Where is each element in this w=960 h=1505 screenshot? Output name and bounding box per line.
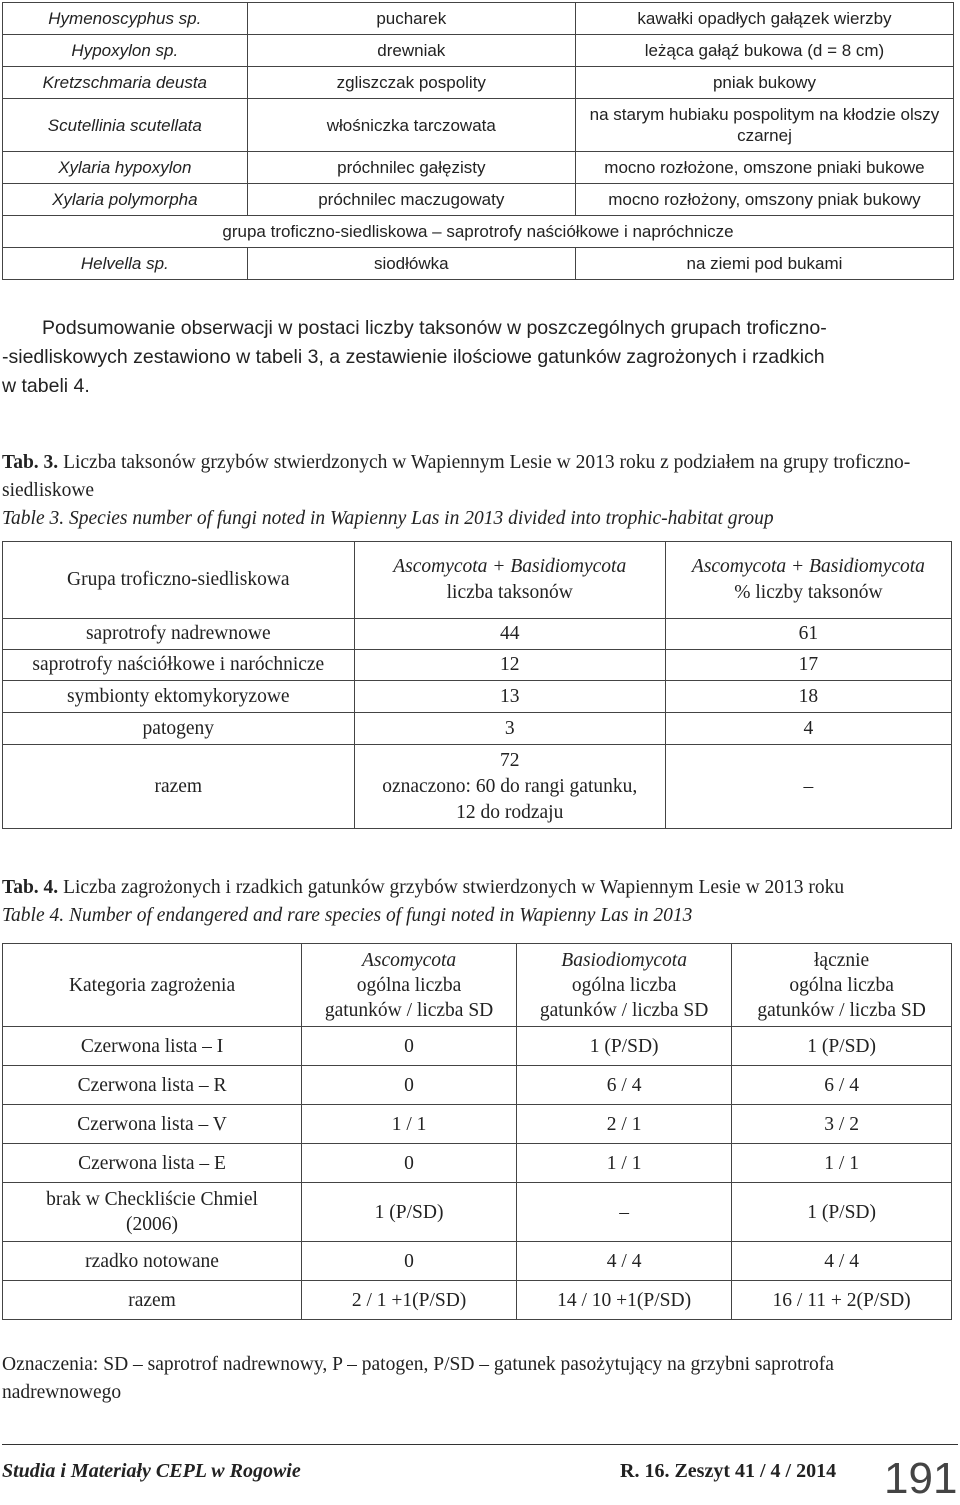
- table-row: [3, 1183, 952, 1242]
- table-row: [3, 650, 952, 681]
- basidio-cell: 1 / 1: [517, 1144, 732, 1183]
- species-table: [2, 2, 954, 280]
- asco-cell: 0: [302, 1066, 517, 1105]
- basidio-cell: 4 / 4: [517, 1242, 732, 1281]
- group-cell: patogeny: [3, 713, 355, 745]
- column-header: [732, 944, 952, 1027]
- total-cell: 4 / 4: [732, 1242, 952, 1281]
- substrate: mocno rozłożony, omszony pniak bukowy: [575, 184, 953, 216]
- issue-info: R. 16. Zeszyt 41 / 4 / 2014: [620, 1460, 837, 1482]
- column-header-taxa: Ascomycota + Basidiomycota: [691, 556, 925, 577]
- notes-line: Oznaczenia: SD – saprotrof nadrewnowy, P – patogen, P/SD – gatunek pasożytujący na grzybni saprotrofa: [2, 1354, 834, 1375]
- substrate: pniak bukowy: [575, 67, 953, 99]
- category-cell: Czerwona lista – E: [3, 1144, 302, 1183]
- total-cell: 1 (P/SD): [732, 1183, 952, 1242]
- column-header-sub: gatunków / liczba SD: [324, 999, 494, 1021]
- latin-name: Hypoxylon sp.: [3, 35, 248, 67]
- table-row: [3, 248, 954, 280]
- category-line: (2006): [126, 1214, 179, 1235]
- substrate: mocno rozłożone, omszone pniaki bukowe: [575, 152, 953, 184]
- column-header-title: łącznie: [814, 949, 870, 971]
- table-row: [3, 184, 954, 216]
- asco-cell: 0: [302, 1242, 517, 1281]
- total-cell: 1 / 1: [732, 1144, 952, 1183]
- table-row: [3, 1242, 952, 1281]
- tab4-caption: [2, 874, 957, 930]
- asco-cell: 0: [302, 1144, 517, 1183]
- table-row: [3, 619, 952, 650]
- column-header-sub: gatunków / liczba SD: [757, 999, 926, 1021]
- tab4-en-label: Table 4.: [2, 905, 65, 926]
- column-header: Kategoria zagrożenia: [3, 944, 302, 1027]
- latin-name: Helvella sp.: [3, 248, 248, 280]
- percent-cell: 17: [665, 650, 951, 681]
- total-note: 12 do rodzaju: [456, 801, 564, 823]
- table-row: [3, 67, 954, 99]
- total-cell: 3 / 2: [732, 1105, 952, 1144]
- basidio-cell: 1 (P/SD): [517, 1027, 732, 1066]
- total-cell: 16 / 11 + 2(P/SD): [732, 1281, 952, 1320]
- count-cell: [354, 745, 665, 829]
- table-row: [3, 1027, 952, 1066]
- substrate: na ziemi pod bukami: [575, 248, 953, 280]
- polish-name: próchnilec maczugowaty: [247, 184, 575, 216]
- basidio-cell: 6 / 4: [517, 1066, 732, 1105]
- column-header: [354, 542, 665, 619]
- summary-paragraph: [2, 314, 957, 401]
- table-row: [3, 1066, 952, 1105]
- group-cell: saprotrofy naściółkowe i naróchnicze: [3, 650, 355, 681]
- column-header-sub: ogólna liczba: [571, 974, 677, 996]
- table-row: [3, 713, 952, 745]
- table-3: [2, 541, 952, 829]
- tab3-caption-en-block: [2, 505, 957, 533]
- tab4-caption-en-block: [2, 902, 957, 930]
- basidio-cell: 14 / 10 +1(P/SD): [517, 1281, 732, 1320]
- paragraph-line: w tabeli 4.: [2, 375, 90, 397]
- tab3-caption-pl-block: [2, 452, 910, 501]
- column-header-sub: % liczby taksonów: [734, 582, 883, 603]
- substrate: kawałki opadłych gałązek wierzby: [575, 3, 953, 35]
- asco-cell: 1 / 1: [302, 1105, 517, 1144]
- column-header-sub: ogólna liczba: [356, 974, 462, 996]
- total-row: [3, 745, 952, 829]
- category-cell: Czerwona lista – I: [3, 1027, 302, 1066]
- group-cell: razem: [3, 745, 355, 829]
- sum-row: [3, 1281, 952, 1320]
- column-header-taxa: Basiodiomycota: [561, 949, 687, 971]
- total-note: oznaczono: 60 do rangi gatunku,: [382, 775, 638, 797]
- table-row: [3, 3, 954, 35]
- footer-divider: [2, 1444, 958, 1445]
- tab4-caption-pl: Liczba zagrożonych i rzadkich gatunków grzybów stwierdzonych w Wapiennym Lesie w 2013 roku: [63, 877, 845, 898]
- column-header: Grupa troficzno-siedliskowa: [3, 542, 355, 619]
- total-cell: 6 / 4: [732, 1066, 952, 1105]
- tab4-caption-en: Number of endangered and rare species of fungi noted in Wapienny Las in 2013: [69, 905, 693, 926]
- table-row: [3, 35, 954, 67]
- polish-name: włośniczka tarczowata: [247, 99, 575, 152]
- latin-name: Scutellinia scutellata: [3, 99, 248, 152]
- column-header-taxa: Ascomycota: [361, 949, 457, 971]
- tab4-caption-pl-block: [2, 874, 957, 902]
- asco-cell: 1 (P/SD): [302, 1183, 517, 1242]
- substrate: leżąca gałąź bukowa (d = 8 cm): [575, 35, 953, 67]
- category-cell: [3, 1183, 302, 1242]
- basidio-cell: –: [517, 1183, 732, 1242]
- tab3-caption-pl: Liczba taksonów grzybów stwierdzonych w Wapiennym Lesie w 2013 roku z podziałem na grupy troficzno-siedliskowe: [2, 452, 911, 501]
- tab4-label: Tab. 4.: [2, 877, 59, 898]
- latin-name: Xylaria polymorpha: [3, 184, 248, 216]
- notes-line: nadrewnowego: [2, 1382, 122, 1403]
- column-header: [517, 944, 732, 1027]
- legend-notes: [2, 1351, 957, 1407]
- count-cell: 44: [354, 619, 665, 650]
- tab3-caption-en: Species number of fungi noted in Wapienny Las in 2013 divided into trophic-habitat group: [69, 508, 774, 529]
- polish-name: próchnilec gałęzisty: [247, 152, 575, 184]
- column-header: [302, 944, 517, 1027]
- group-header: grupa troficzno-siedliskowa – saprotrofy naściółkowe i napróchnicze: [3, 216, 954, 248]
- journal-title: Studia i Materiały CEPL w Rogowie: [2, 1460, 301, 1482]
- count-cell: 3: [354, 713, 665, 745]
- table-header-row: [3, 542, 952, 619]
- category-cell: rzadko notowane: [3, 1242, 302, 1281]
- table-row: [3, 1105, 952, 1144]
- substrate: na starym hubiaku pospolitym na kłodzie olszy czarnej: [575, 99, 953, 152]
- page-number: 191: [884, 1454, 958, 1503]
- column-header-sub: gatunków / liczba SD: [539, 999, 709, 1021]
- category-cell: razem: [3, 1281, 302, 1320]
- polish-name: pucharek: [247, 3, 575, 35]
- percent-cell: 4: [665, 713, 951, 745]
- total-cell: 1 (P/SD): [732, 1027, 952, 1066]
- table-row: [3, 152, 954, 184]
- asco-cell: 0: [302, 1027, 517, 1066]
- percent-cell: –: [665, 745, 951, 829]
- polish-name: zgliszczak pospolity: [247, 67, 575, 99]
- table-4: [2, 943, 952, 1320]
- asco-cell: 2 / 1 +1(P/SD): [302, 1281, 517, 1320]
- column-header: [665, 542, 951, 619]
- table-row: [3, 681, 952, 713]
- tab3-label: Tab. 3.: [2, 452, 59, 473]
- table-header-row: [3, 944, 952, 1027]
- group-cell: saprotrofy nadrewnowe: [3, 619, 355, 650]
- column-header-sub: liczba taksonów: [446, 582, 573, 603]
- table-row: [3, 1144, 952, 1183]
- paragraph-line: Podsumowanie obserwacji w postaci liczby taksonów w poszczególnych grupach troficzno-: [42, 317, 827, 339]
- total-count: 72: [499, 749, 520, 771]
- latin-name: Xylaria hypoxylon: [3, 152, 248, 184]
- table-row: [3, 99, 954, 152]
- tab3-en-label: Table 3.: [2, 508, 65, 529]
- basidio-cell: 2 / 1: [517, 1105, 732, 1144]
- percent-cell: 18: [665, 681, 951, 713]
- category-line: brak w Checkliście Chmiel: [46, 1189, 258, 1210]
- polish-name: drewniak: [247, 35, 575, 67]
- tab3-caption: [2, 449, 957, 533]
- paragraph-line: -siedliskowych zestawiono w tabeli 3, a zestawienie ilościowe gatunków zagrożonych i rzadkich: [2, 346, 825, 368]
- group-header-row: [3, 216, 954, 248]
- percent-cell: 61: [665, 619, 951, 650]
- latin-name: Hymenoscyphus sp.: [3, 3, 248, 35]
- group-cell: symbionty ektomykoryzowe: [3, 681, 355, 713]
- category-cell: Czerwona lista – V: [3, 1105, 302, 1144]
- category-cell: Czerwona lista – R: [3, 1066, 302, 1105]
- column-header-sub: ogólna liczba: [789, 974, 894, 996]
- latin-name: Kretzschmaria deusta: [3, 67, 248, 99]
- polish-name: siodłówka: [247, 248, 575, 280]
- column-header-taxa: Ascomycota + Basidiomycota: [393, 556, 627, 577]
- count-cell: 12: [354, 650, 665, 681]
- count-cell: 13: [354, 681, 665, 713]
